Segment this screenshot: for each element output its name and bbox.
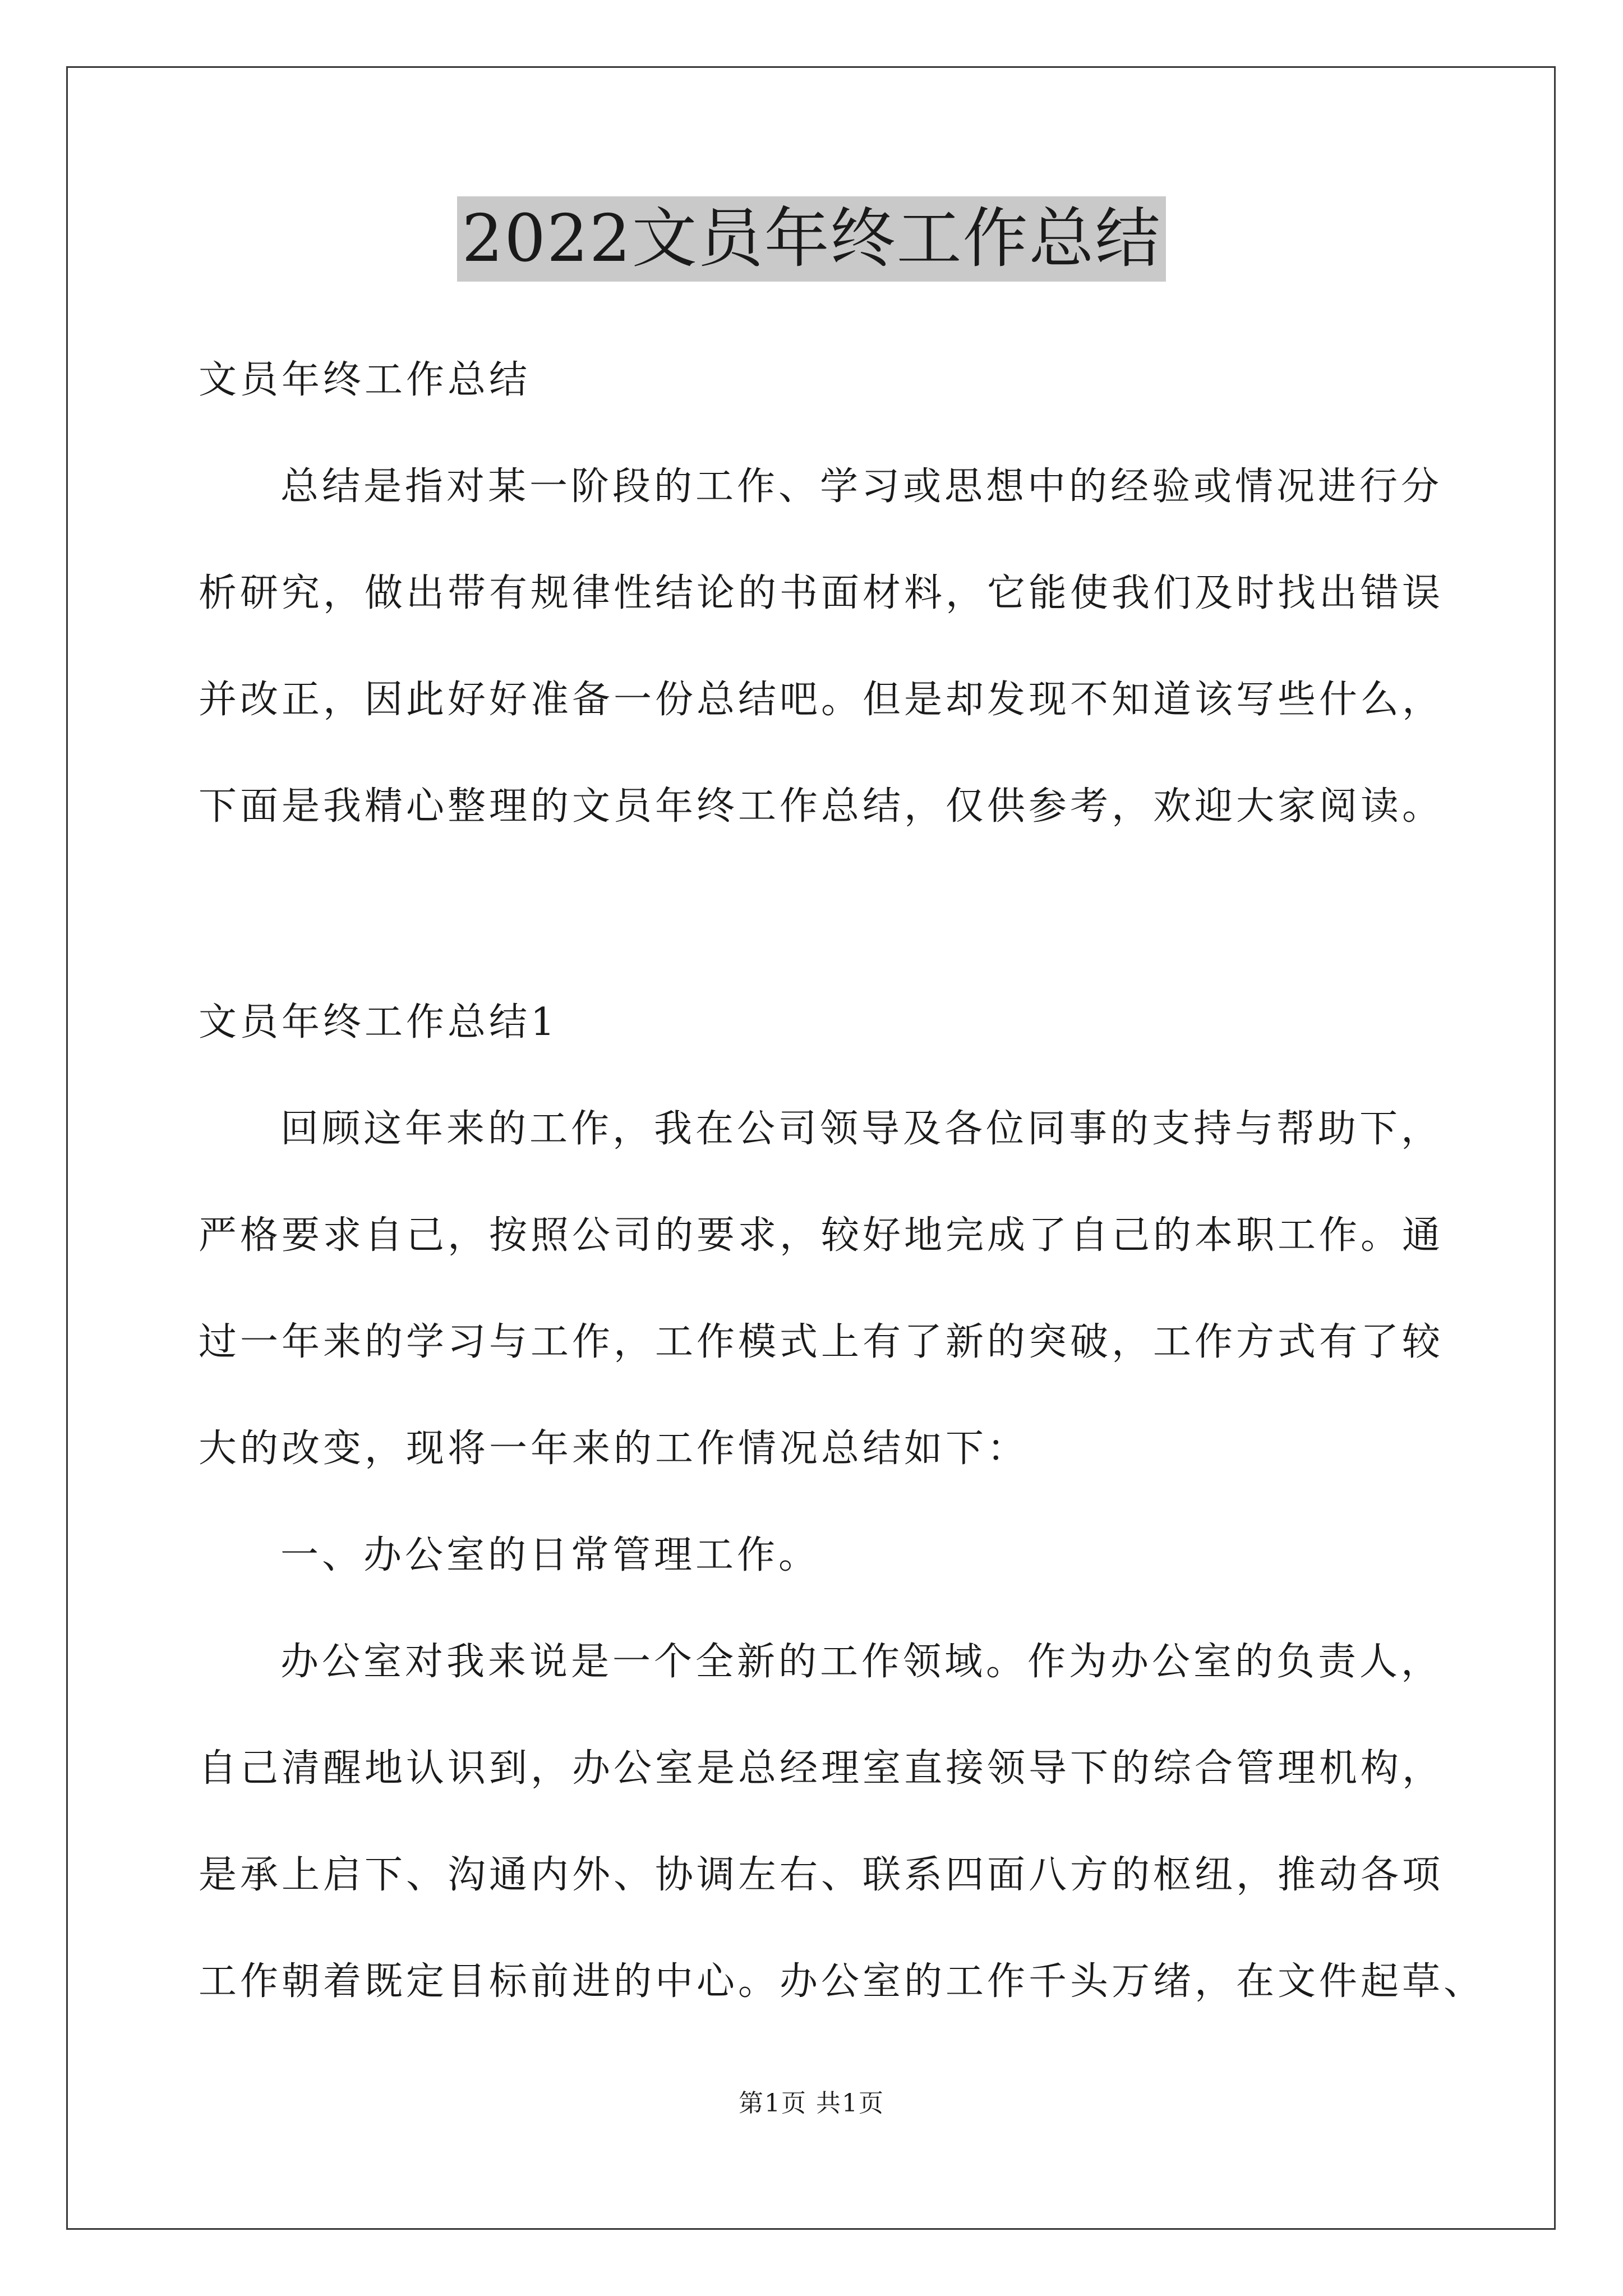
page-footer: 第1页 共1页 <box>739 2089 884 2118</box>
para1-line-2: 严格要求自己，按照公司的要求，较好地完成了自己的本职工作。通 <box>199 1213 1444 1258</box>
para2-line-4: 工作朝着既定目标前进的中心。办公室的工作千头万绪，在文件起草、 <box>199 1959 1486 2004</box>
document-title: 2022文员年终工作总结 <box>457 196 1165 282</box>
intro-line-2: 析研究，做出带有规律性结论的书面材料，它能使我们及时找出错误 <box>199 571 1444 615</box>
para2-line-1: 办公室对我来说是一个全新的工作领域。作为办公室的负责人， <box>280 1640 1443 1684</box>
intro-line-1: 总结是指对某一阶段的工作、学习或思想中的经验或情况进行分 <box>280 464 1443 509</box>
para1-line-3: 过一年来的学习与工作，工作模式上有了新的突破，工作方式有了较 <box>199 1320 1444 1364</box>
subheading: 一、办公室的日常管理工作。 <box>280 1533 820 1577</box>
para2-line-3: 是承上启下、沟通内外、协调左右、联系四面八方的枢纽，推动各项 <box>199 1853 1444 1897</box>
section-heading: 文员年终工作总结1 <box>199 1000 559 1045</box>
para2-line-2: 自己清醒地认识到，办公室是总经理室直接领导下的综合管理机构， <box>199 1746 1444 1791</box>
title-container <box>0 196 1623 282</box>
intro-line-3: 并改正，因此好好准备一份总结吧。但是却发现不知道该写些什么， <box>199 678 1444 722</box>
document-subtitle: 文员年终工作总结 <box>199 358 531 402</box>
intro-line-4: 下面是我精心整理的文员年终工作总结，仅供参考，欢迎大家阅读。 <box>199 784 1444 829</box>
para1-line-1: 回顾这年来的工作，我在公司领导及各位同事的支持与帮助下， <box>280 1107 1443 1151</box>
para1-line-4: 大的改变，现将一年来的工作情况总结如下： <box>199 1427 1029 1471</box>
